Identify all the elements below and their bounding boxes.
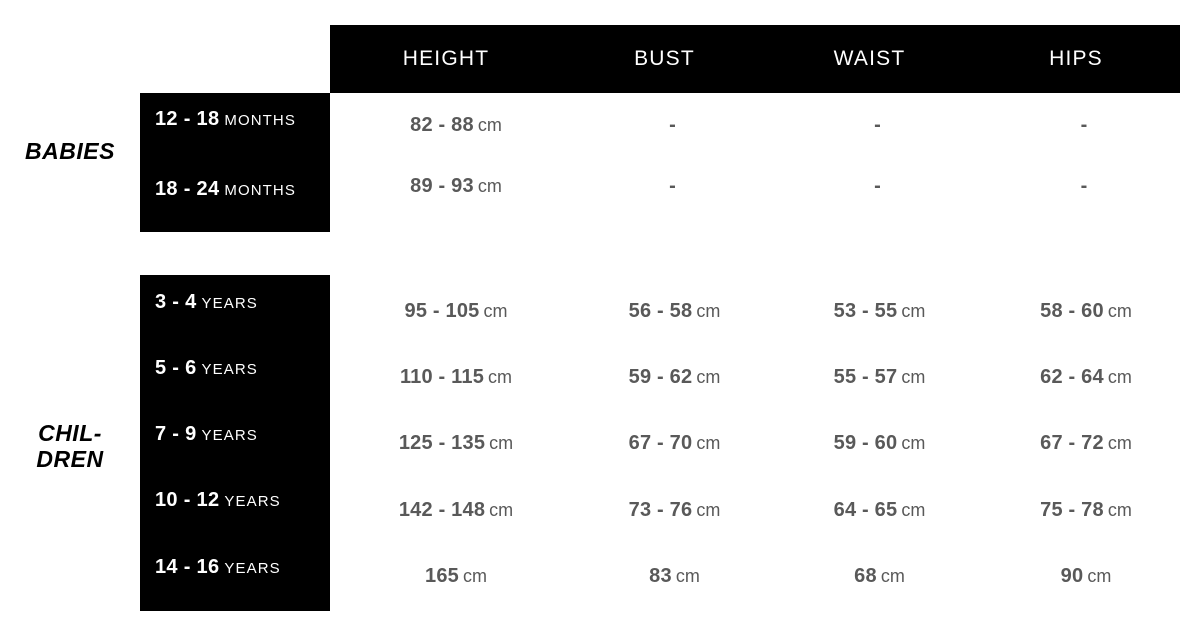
unit: cm xyxy=(696,367,721,387)
age-range: 18 - 24 xyxy=(155,178,220,200)
value: 110 - 115 xyxy=(399,366,485,388)
age-range: 14 - 16 xyxy=(155,556,220,578)
unit: cm xyxy=(477,176,502,196)
cell-height-5-6-years xyxy=(340,366,572,389)
cell-hips-7-9-years xyxy=(982,432,1190,455)
value: - xyxy=(874,114,881,136)
value: 75 - 78 xyxy=(1040,499,1104,521)
table-row-age-7-9-years xyxy=(155,423,258,446)
unit: cm xyxy=(696,433,721,453)
value: 82 - 88 xyxy=(410,114,474,136)
value: 73 - 76 xyxy=(628,499,693,521)
age-range: 3 - 4 xyxy=(155,291,197,313)
table-row-age-14-16-years xyxy=(155,556,281,579)
age-range: 12 - 18 xyxy=(155,108,220,130)
group-label-children-line2: DREN xyxy=(36,446,104,473)
cell-hips-14-16-years xyxy=(982,565,1190,588)
unit: cm xyxy=(477,115,502,135)
unit: cm xyxy=(901,367,926,387)
value: 58 - 60 xyxy=(1040,300,1104,322)
unit: cm xyxy=(901,500,926,520)
value: 59 - 62 xyxy=(628,366,693,388)
unit: cm xyxy=(1107,500,1132,520)
unit: cm xyxy=(1087,566,1112,586)
unit: cm xyxy=(1107,433,1132,453)
cell-bust-10-12-years xyxy=(572,499,777,522)
cell-height-14-16-years xyxy=(340,565,572,588)
column-header-bust: BUST xyxy=(634,47,695,70)
age-range: 5 - 6 xyxy=(155,357,197,379)
cell-hips-10-12-years xyxy=(982,499,1190,522)
cell-bust-7-9-years xyxy=(572,432,777,455)
cell-height-18-24-months xyxy=(340,175,572,198)
age-unit: YEARS xyxy=(201,361,258,378)
cell-bust-18-24-months xyxy=(572,175,777,198)
value: 142 - 148 xyxy=(398,499,486,521)
unit: cm xyxy=(1107,301,1132,321)
cell-height-12-18-months xyxy=(340,114,572,137)
value: 53 - 55 xyxy=(833,300,898,322)
cell-bust-12-18-months xyxy=(572,114,777,137)
cell-hips-12-18-months xyxy=(982,114,1190,137)
value: 67 - 70 xyxy=(628,432,693,454)
age-unit: YEARS xyxy=(224,560,281,577)
cell-waist-10-12-years xyxy=(777,499,982,522)
cell-waist-3-4-years xyxy=(777,300,982,323)
cell-height-7-9-years xyxy=(340,432,572,455)
cell-bust-5-6-years xyxy=(572,366,777,389)
cell-waist-7-9-years xyxy=(777,432,982,455)
column-header-height: HEIGHT xyxy=(402,47,490,70)
unit: cm xyxy=(462,566,487,586)
age-unit: YEARS xyxy=(201,427,258,444)
column-header-hips: HIPS xyxy=(1049,47,1103,70)
table-row-age-18-24-months xyxy=(155,178,296,201)
cell-bust-14-16-years xyxy=(572,565,777,588)
value: 89 - 93 xyxy=(410,175,474,197)
group-label-children-line1: CHIL- xyxy=(38,420,102,446)
unit: cm xyxy=(488,367,513,387)
cell-waist-5-6-years xyxy=(777,366,982,389)
unit: cm xyxy=(696,301,721,321)
column-header-waist: WAIST xyxy=(833,47,906,70)
value: 56 - 58 xyxy=(628,300,693,322)
value: 90 xyxy=(1060,565,1084,587)
group-label-babies xyxy=(0,138,140,164)
value: - xyxy=(669,175,676,197)
age-unit: YEARS xyxy=(224,493,281,510)
unit: cm xyxy=(880,566,905,586)
unit: cm xyxy=(901,433,926,453)
cell-waist-14-16-years xyxy=(777,565,982,588)
value: 55 - 57 xyxy=(833,366,898,388)
table-row-age-10-12-years xyxy=(155,489,281,512)
value: - xyxy=(669,114,676,136)
group-label-children xyxy=(0,420,140,473)
value: 67 - 72 xyxy=(1040,432,1104,454)
value: - xyxy=(874,175,881,197)
value: 59 - 60 xyxy=(833,432,898,454)
unit: cm xyxy=(483,301,508,321)
group-label-babies-text: BABIES xyxy=(25,138,115,164)
value: 64 - 65 xyxy=(833,499,898,521)
cell-height-3-4-years xyxy=(340,300,572,323)
cell-height-10-12-years xyxy=(340,499,572,522)
value: 125 - 135 xyxy=(398,432,486,454)
age-range: 7 - 9 xyxy=(155,423,197,445)
cell-bust-3-4-years xyxy=(572,300,777,323)
value: - xyxy=(1080,114,1088,136)
table-row-age-12-18-months xyxy=(155,108,296,131)
table-header-bar xyxy=(330,25,1180,93)
value: 95 - 105 xyxy=(404,300,480,322)
cell-waist-12-18-months xyxy=(777,114,982,137)
cell-hips-5-6-years xyxy=(982,366,1190,389)
value: 62 - 64 xyxy=(1040,366,1104,388)
unit: cm xyxy=(489,433,514,453)
age-range: 10 - 12 xyxy=(155,489,220,511)
cell-hips-18-24-months xyxy=(982,175,1190,198)
age-unit: YEARS xyxy=(201,295,258,312)
unit: cm xyxy=(675,566,700,586)
unit: cm xyxy=(696,500,721,520)
value: 165 xyxy=(425,565,459,587)
unit: cm xyxy=(901,301,926,321)
unit: cm xyxy=(1107,367,1132,387)
value: 68 xyxy=(854,565,877,587)
value: 83 xyxy=(649,565,672,587)
value: - xyxy=(1080,175,1088,197)
unit: cm xyxy=(489,500,514,520)
cell-hips-3-4-years xyxy=(982,300,1190,323)
table-row-age-5-6-years xyxy=(155,357,258,380)
age-unit: MONTHS xyxy=(224,182,296,199)
cell-waist-18-24-months xyxy=(777,175,982,198)
table-row-age-3-4-years xyxy=(155,291,258,314)
age-unit: MONTHS xyxy=(224,112,296,129)
